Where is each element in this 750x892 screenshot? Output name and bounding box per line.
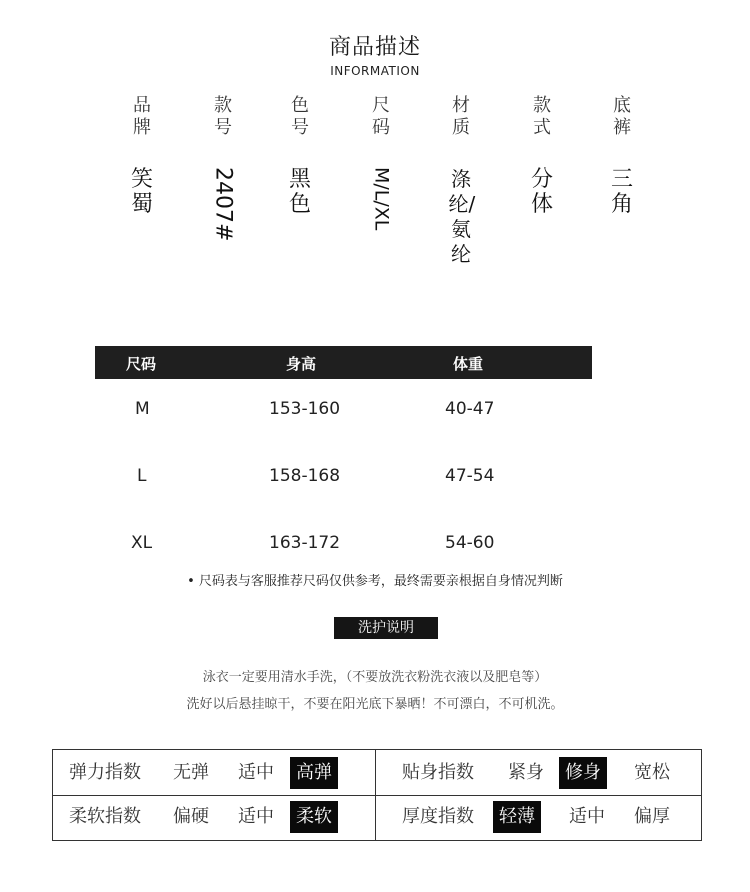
index-name-thickness: 厚度指数 xyxy=(402,806,474,827)
height-cell: 153-160 xyxy=(269,399,341,419)
weight-cell: 47-54 xyxy=(445,466,495,486)
weight-cell: 40-47 xyxy=(445,399,495,419)
spec-value: 三角 xyxy=(610,167,633,217)
spec-label: 品牌 xyxy=(133,95,151,138)
size-cell: M xyxy=(135,399,150,419)
spec-value: 2407# xyxy=(210,167,236,242)
spec-value: 笑蜀 xyxy=(130,167,153,217)
size-cell: L xyxy=(137,466,147,486)
spec-type xyxy=(522,95,562,217)
spec-size xyxy=(361,95,401,234)
table-divider xyxy=(375,750,376,840)
spec-value: M/L/XL xyxy=(370,167,393,231)
spec-brand xyxy=(122,95,162,217)
height-cell: 158-168 xyxy=(269,466,341,486)
index-option: 宽松 xyxy=(634,762,670,783)
index-option-selected: 柔软 xyxy=(290,801,338,833)
spec-label: 款式 xyxy=(533,95,551,138)
wash-line: 洗好以后悬挂晾干，不要在阳光底下暴晒！不可漂白，不可机洗。 xyxy=(186,697,564,712)
spec-color xyxy=(280,95,320,217)
size-table-header xyxy=(95,346,592,379)
index-option: 适中 xyxy=(238,762,274,783)
height-cell: 163-172 xyxy=(269,533,341,553)
spec-value: 黑色 xyxy=(288,167,311,217)
spec-label: 材质 xyxy=(452,95,470,138)
spec-bottom xyxy=(602,95,642,217)
index-option-selected: 高弹 xyxy=(290,757,338,789)
index-option: 偏厚 xyxy=(634,806,670,827)
index-option-selected: 修身 xyxy=(559,757,607,789)
index-option: 偏硬 xyxy=(173,806,209,827)
size-row xyxy=(0,399,750,423)
wash-title: 洗护说明 xyxy=(334,617,438,639)
spec-style-number xyxy=(203,95,243,245)
index-option: 无弹 xyxy=(173,762,209,783)
index-option: 适中 xyxy=(238,806,274,827)
page-title: 商品描述 xyxy=(328,35,421,60)
index-option: 适中 xyxy=(569,806,605,827)
size-header-size: 尺码 xyxy=(126,355,157,373)
size-cell: XL xyxy=(131,533,153,553)
index-table xyxy=(52,749,702,841)
weight-cell: 54-60 xyxy=(445,533,495,553)
spec-label: 色号 xyxy=(291,95,309,138)
index-name-fit: 贴身指数 xyxy=(402,762,474,783)
spec-value: 分体 xyxy=(530,167,553,217)
wash-line: 泳衣一定要用清水手洗，（不要放洗衣粉洗衣液以及肥皂等） xyxy=(202,670,548,685)
spec-material xyxy=(441,95,481,267)
size-note: • 尺码表与客服推荐尺码仅供参考，最终需要亲根据自身情况判断 xyxy=(187,574,563,589)
page-subtitle: INFORMATION xyxy=(330,64,420,78)
size-header-weight: 体重 xyxy=(453,355,484,373)
index-option: 紧身 xyxy=(508,762,544,783)
spec-label: 款号 xyxy=(214,95,232,138)
index-option-selected: 轻薄 xyxy=(493,801,541,833)
table-divider xyxy=(53,795,701,796)
size-row xyxy=(0,466,750,490)
index-name-elasticity: 弹力指数 xyxy=(69,762,141,783)
spec-label: 底裤 xyxy=(613,95,631,138)
size-row xyxy=(0,533,750,557)
spec-label: 尺码 xyxy=(372,95,390,138)
index-name-softness: 柔软指数 xyxy=(69,806,141,827)
size-header-height: 身高 xyxy=(286,355,317,373)
spec-value: 涤纶/氨纶 xyxy=(448,167,476,266)
